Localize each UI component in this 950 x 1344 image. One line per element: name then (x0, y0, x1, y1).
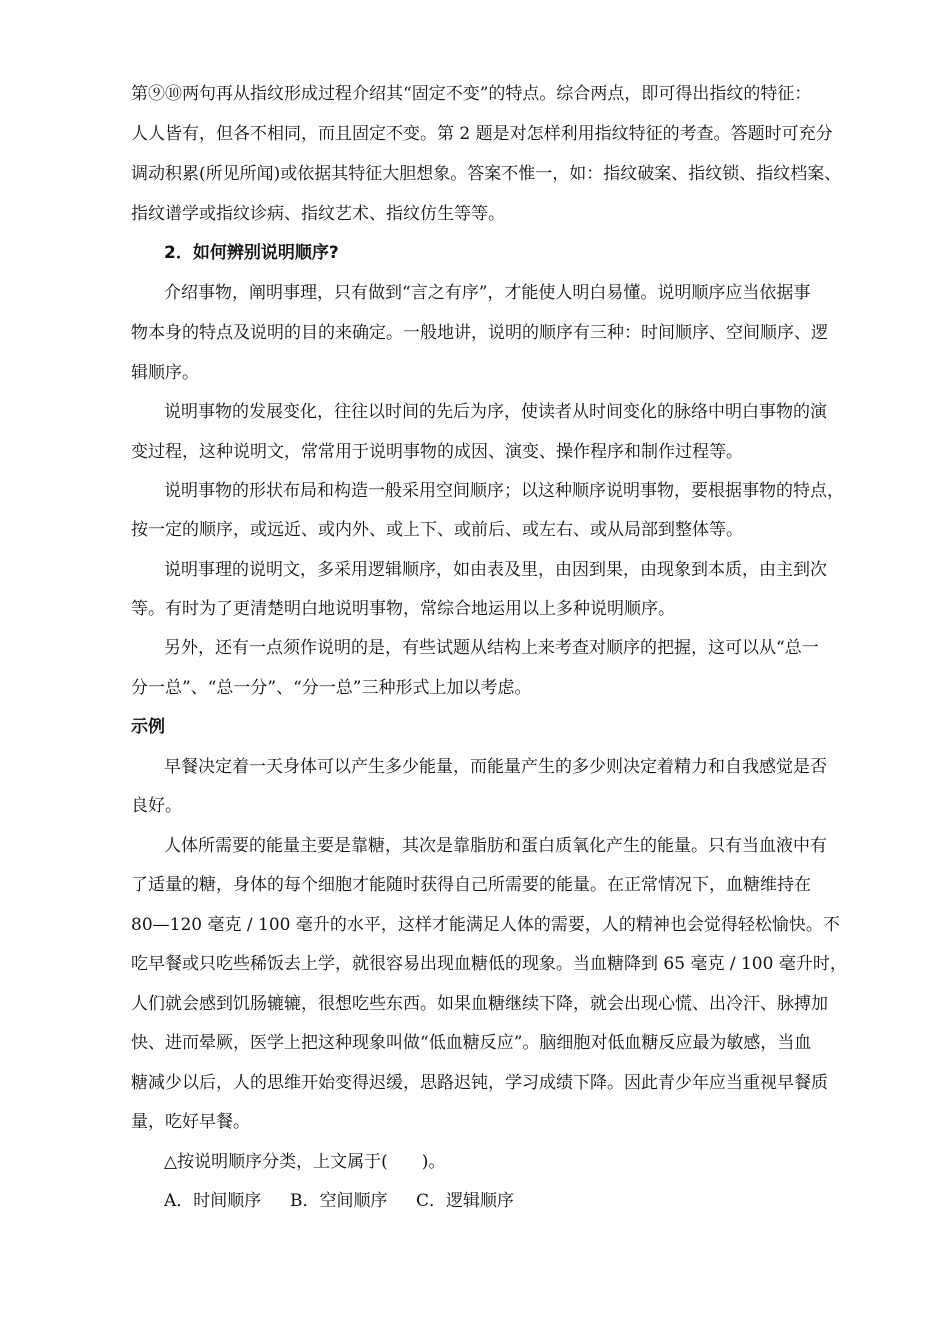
para2-line2: 物本身的特点及说明的目的来确定。一般地讲，说明的顺序有三种：时间顺序、空间顺序、逻 (131, 323, 828, 343)
para2-line1: 介绍事物，阐明事理，只有做到“言之有序”，才能使人明白易懂。说明顺序应当依据事 (164, 283, 811, 303)
para7-line1: 早餐决定着一天身体可以产生多少能量，而能量产生的多少则决定着精力和自我感觉是否 (164, 757, 827, 777)
section-heading: 2．如何辨别说明顺序? (164, 243, 339, 263)
para5-line2: 等。有时为了更清楚明白地说明事物，常综合地运用以上多种说明顺序。 (131, 599, 675, 619)
option-c: C．逻辑顺序 (416, 1191, 515, 1211)
para4-line1: 说明事物的形状布局和构造一般采用空间顺序；以这种顺序说明事物，要根据事物的特点， (164, 481, 844, 501)
answer-options (164, 1191, 514, 1211)
question-text: △按说明顺序分类，上文属于( )。 (164, 1152, 446, 1172)
para1-line2: 人人皆有，但各不相同，而且固定不变。第 2 题是对怎样利用指纹特征的考查。答题时可充分 (131, 124, 833, 144)
para1-line3: 调动积累(所见所闻)或依据其特征大胆想象。答案不惟一，如：指纹破案、指纹锁、指纹档案、 (131, 164, 842, 184)
para5-line1: 说明事理的说明文，多采用逻辑顺序，如由表及里，由因到果，由现象到本质，由主到次 (164, 560, 827, 580)
para8-line7: 糖减少以后，人的思维开始变得迟缓，思路迟钝，学习成绩下降。因此青少年应当重视早餐质 (131, 1073, 828, 1093)
option-b: B．空间顺序 (290, 1191, 388, 1211)
para8-line8: 量，吃好早餐。 (131, 1112, 250, 1132)
para8-line4: 吃早餐或只吃些稀饭去上学，就很容易出现血糖低的现象。当血糖降到 65 毫克 / 100 毫升时， (131, 954, 847, 974)
para8-line5: 人们就会感到饥肠辘辘，很想吃些东西。如果血糖继续下降，就会出现心慌、出冷汗、脉搏加 (131, 994, 828, 1014)
para1-line1: 第⑨⑩两句再从指纹形成过程介绍其“固定不变”的特点。综合两点，即可得出指纹的特征： (131, 84, 812, 104)
para8-line3: 80—120 毫克 / 100 毫升的水平，这样才能满足人体的需要，人的精神也会觉得轻松愉快。不 (131, 915, 840, 935)
para3-line1: 说明事物的发展变化，往往以时间的先后为序，使读者从时间变化的脉络中明白事物的演 (164, 402, 827, 422)
para8-line2: 了适量的糖，身体的每个细胞才能随时获得自己所需要的能量。在正常情况下，血糖维持在 (131, 875, 811, 895)
para8-line1: 人体所需要的能量主要是靠糖，其次是靠脂肪和蛋白质氧化产生的能量。只有当血液中有 (164, 836, 827, 856)
para4-line2: 按一定的顺序，或远近、或内外、或上下、或前后、或左右、或从局部到整体等。 (131, 520, 743, 540)
para1-line4: 指纹谱学或指纹诊病、指纹艺术、指纹仿生等等。 (131, 204, 505, 224)
example-heading: 示例 (131, 717, 165, 737)
para6-line1: 另外，还有一点须作说明的是，有些试题从结构上来考查对顺序的把握，这可以从“总一 (164, 638, 819, 658)
option-a: A．时间顺序 (164, 1191, 262, 1211)
para8-line6: 快、进而晕厥，医学上把这种现象叫做“低血糖反应”。脑细胞对低血糖反应最为敏感，当血 (131, 1033, 812, 1053)
para6-line2: 分一总”、“总一分”、“分一总”三种形式上加以考虑。 (131, 678, 532, 698)
para2-line3: 辑顺序。 (131, 363, 199, 383)
para3-line2: 变过程，这种说明文，常常用于说明事物的成因、演变、操作程序和制作过程等。 (131, 442, 743, 462)
para7-line2: 良好。 (131, 796, 182, 816)
